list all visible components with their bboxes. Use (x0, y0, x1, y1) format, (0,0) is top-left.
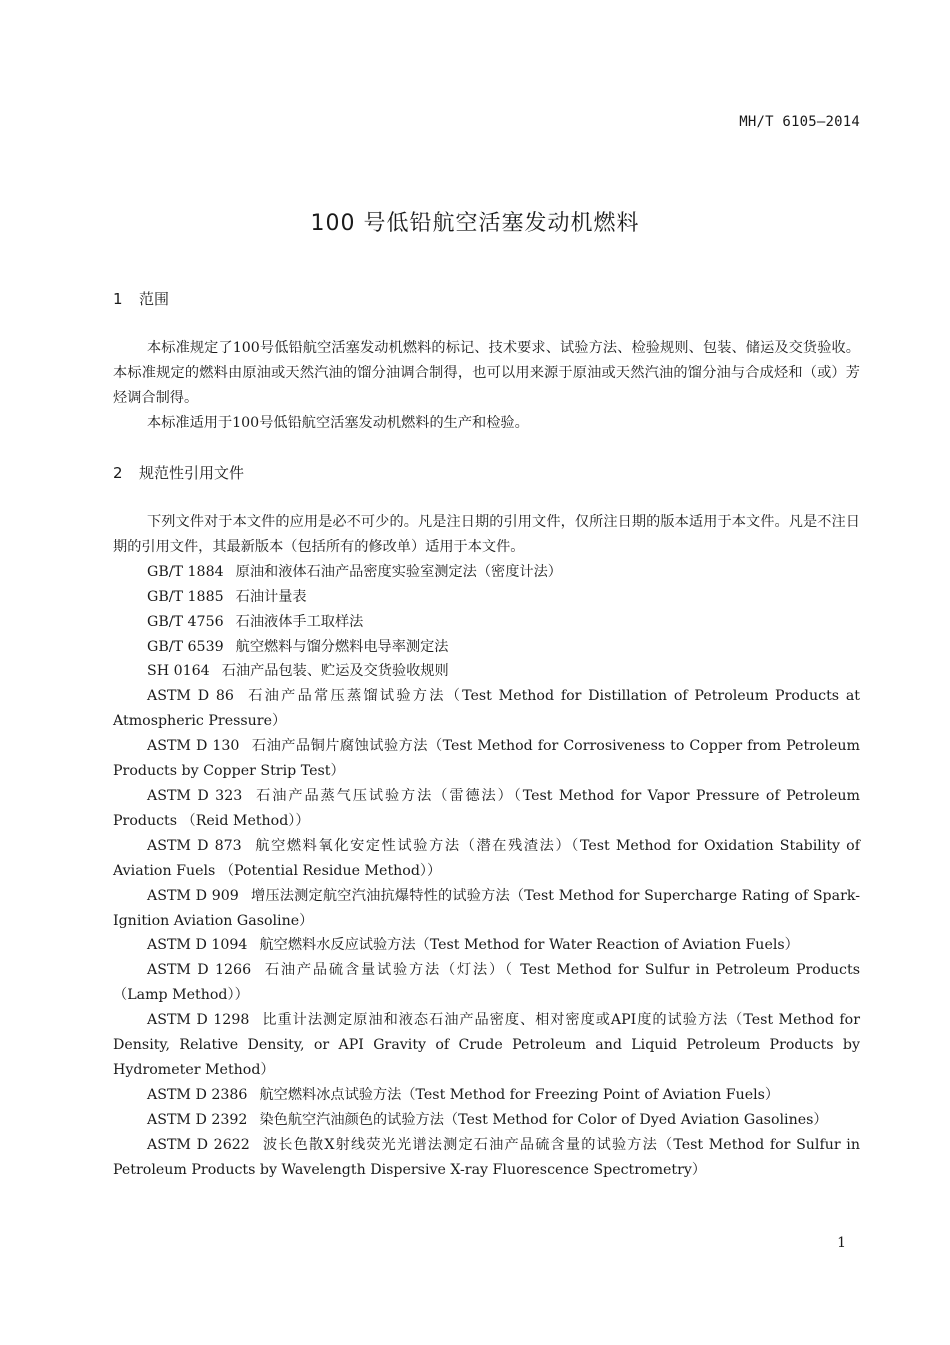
scope-paragraph-2: 本标准适用于100号低铅航空活塞发动机燃料的生产和检验。 (147, 414, 529, 431)
reference-code: ASTM D 2622 (147, 1136, 250, 1153)
reference-code: GB/T 6539 (147, 638, 224, 655)
references-intro: 下列文件对于本文件的应用是必不可少的。凡是注日期的引用文件，仅所注日期的版本适用于本文件。凡是不注日期的引用文件，其最新版本（包括所有的修改单）适用于本文件。 (113, 514, 860, 555)
reference-title: 波长色散X射线荧光光谱法测定石油产品硫含量的试验方法（Test Method for Sulfur in Petroleum Products by Wavelength Dispersive X-ray Fluorescence Spectrometry） (113, 1136, 860, 1178)
reference-item (113, 585, 860, 610)
reference-code: ASTM D 1094 (147, 937, 248, 954)
section-2-body (113, 510, 860, 1182)
reference-code: ASTM D 130 (147, 738, 240, 755)
reference-code: ASTM D 2392 (147, 1111, 248, 1128)
reference-item (113, 659, 860, 684)
reference-code: ASTM D 86 (147, 688, 234, 705)
reference-item (113, 958, 860, 1008)
reference-item (113, 684, 860, 734)
reference-title: 比重计法测定原油和液态石油产品密度、相对密度或API度的试验方法（Test Method for Density, Relative Density, or API Gravity of Crude Petroleum and Liquid Petroleum Products by Hydrometer Method） (113, 1012, 860, 1078)
reference-title: 航空燃料与馏分燃料电导率测定法 (235, 638, 449, 655)
reference-item (113, 734, 860, 784)
section-1-title: 范围 (139, 290, 170, 308)
reference-code: ASTM D 1266 (147, 962, 252, 979)
scope-paragraph-1: 本标准规定了100号低铅航空活塞发动机燃料的标记、技术要求、试验方法、检验规则、包装、储运及交货验收。本标准规定的燃料由原油或天然汽油的馏分油调合制得，也可以用来源于原油或天然汽油的馏分油与合成烃和（或）芳烃调合制得。 (113, 340, 860, 406)
reference-item (113, 1108, 860, 1133)
section-2-number: 2 (113, 464, 123, 482)
section-1-body (113, 336, 860, 436)
reference-code: ASTM D 323 (147, 787, 243, 804)
page-title: 100 号低铅航空活塞发动机燃料 (310, 211, 640, 236)
reference-list (113, 560, 860, 1183)
standard-code: MH/T 6105—2014 (739, 114, 860, 130)
reference-item (113, 1008, 860, 1083)
reference-title: 原油和液体石油产品密度实验室测定法（密度计法） (235, 563, 562, 580)
reference-title: 石油计量表 (235, 588, 307, 605)
reference-code: ASTM D 873 (147, 837, 242, 854)
reference-code: ASTM D 2386 (147, 1086, 248, 1103)
page-number: 1 (837, 1235, 846, 1251)
reference-title: 石油液体手工取样法 (235, 613, 364, 630)
reference-item (113, 1083, 860, 1108)
reference-item (113, 560, 860, 585)
reference-title: 石油产品蒸气压试验方法（雷德法）（Test Method for Vapor Pressure of Petroleum Products （Reid Method）） (113, 787, 860, 829)
reference-title: 染色航空汽油颜色的试验方法（Test Method for Color of Dyed Aviation Gasolines） (259, 1111, 828, 1128)
reference-title: 石油产品常压蒸馏试验方法（Test Method for Distillation of Petroleum Products at Atmospheric Pressure） (113, 688, 861, 730)
reference-item (113, 635, 860, 660)
reference-item (113, 1133, 860, 1183)
section-1-heading (113, 288, 169, 309)
reference-item (113, 610, 860, 635)
reference-title: 航空燃料冰点试验方法（Test Method for Freezing Point of Aviation Fuels） (259, 1086, 780, 1103)
section-2-title: 规范性引用文件 (139, 464, 245, 482)
reference-code: SH 0164 (147, 663, 210, 680)
reference-title: 增压法测定航空汽油抗爆特性的试验方法（Test Method for Supercharge Rating of Spark-Ignition Aviation Gasoline） (113, 887, 861, 929)
reference-title: 石油产品铜片腐蚀试验方法（Test Method for Corrosiveness to Copper from Petroleum Products by Copper Strip Test） (113, 738, 860, 780)
section-1-number: 1 (113, 290, 123, 308)
reference-code: GB/T 1884 (147, 563, 224, 580)
reference-title: 石油产品包装、贮运及交货验收规则 (221, 663, 449, 680)
reference-item (113, 933, 860, 958)
reference-code: GB/T 4756 (147, 613, 224, 630)
reference-title: 航空燃料氧化安定性试验方法（潜在残渣法）（Test Method for Oxidation Stability of Aviation Fuels （Potential Residue Method）） (113, 837, 860, 879)
section-2-heading (113, 462, 244, 483)
reference-title: 航空燃料水反应试验方法（Test Method for Water Reaction of Aviation Fuels） (259, 937, 799, 954)
reference-code: ASTM D 1298 (147, 1012, 250, 1029)
reference-item (113, 784, 860, 834)
reference-code: ASTM D 909 (147, 887, 239, 904)
reference-title: 石油产品硫含量试验方法（灯法）（ Test Method for Sulfur in Petroleum Products （Lamp Method）） (113, 962, 860, 1004)
reference-item (113, 884, 860, 934)
reference-item (113, 834, 860, 884)
reference-code: GB/T 1885 (147, 588, 224, 605)
